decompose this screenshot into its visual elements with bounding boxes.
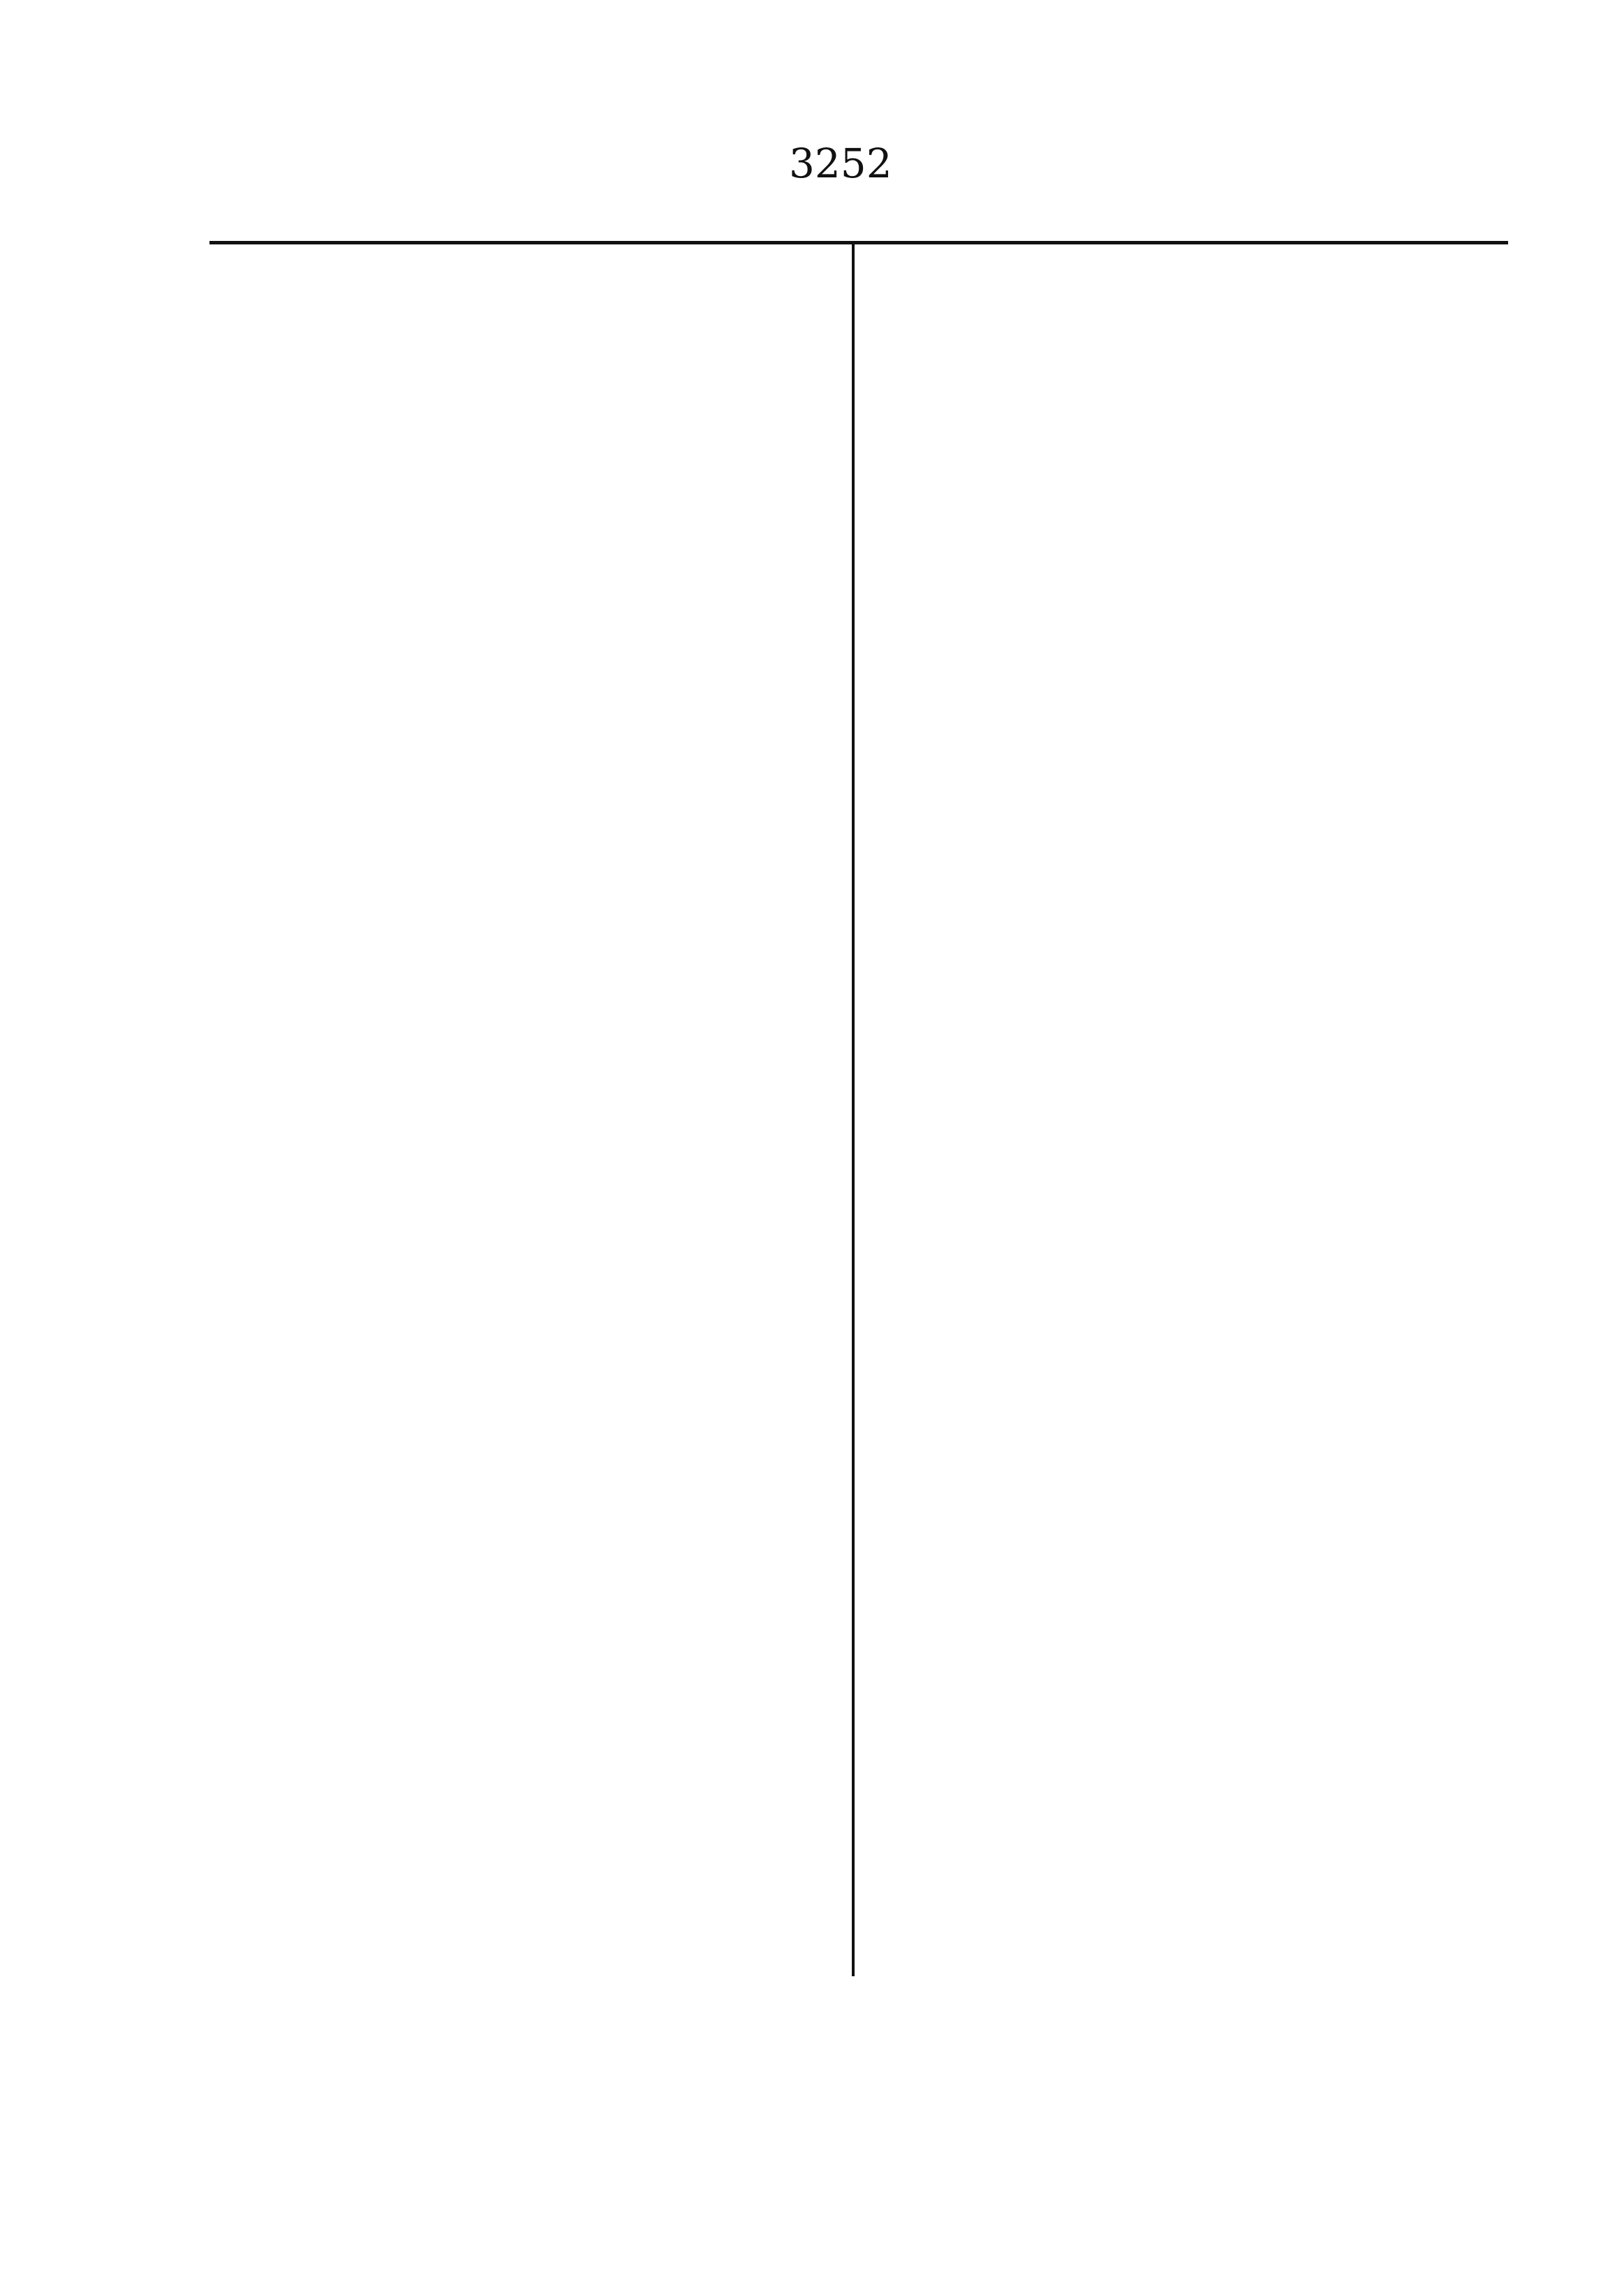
running-header — [175, 140, 1473, 203]
column-divider — [852, 244, 855, 1976]
left-column — [209, 265, 810, 478]
page-number: 3252 — [789, 140, 892, 187]
right-column — [887, 265, 1494, 318]
header-rule — [209, 241, 1508, 244]
